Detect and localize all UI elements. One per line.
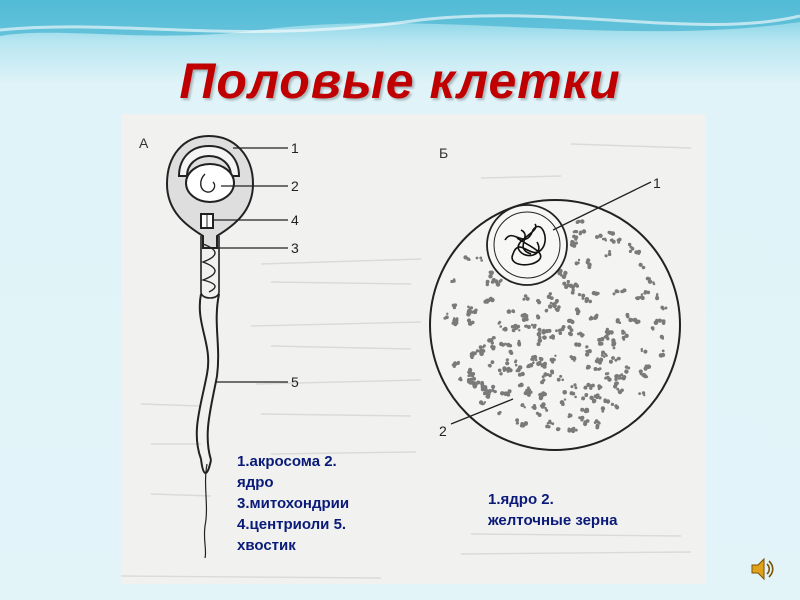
yolk-granule: [640, 373, 643, 376]
sperm-label-1: 1: [291, 140, 299, 156]
yolk-granule: [573, 383, 576, 386]
yolk-granule: [551, 422, 554, 425]
yolk-granule: [608, 377, 611, 380]
yolk-granule: [555, 308, 558, 311]
yolk-granule: [468, 259, 470, 261]
yolk-granule: [453, 317, 455, 319]
yolk-granule: [548, 329, 551, 332]
yolk-granule: [617, 357, 620, 360]
yolk-granule: [567, 280, 570, 283]
yolk-granule: [662, 350, 665, 353]
yolk-granule: [620, 373, 623, 376]
sperm-caption-line-3: 3.митохондрии: [237, 495, 350, 512]
yolk-granule: [515, 359, 518, 362]
yolk-granule: [579, 232, 582, 235]
yolk-granule: [643, 394, 645, 396]
yolk-granule: [556, 427, 560, 431]
yolk-granule: [476, 381, 480, 385]
yolk-granule: [626, 313, 630, 317]
yolk-granule: [628, 318, 632, 322]
yolk-granule: [614, 382, 618, 386]
yolk-granule: [532, 361, 535, 364]
yolk-granule: [576, 309, 580, 313]
yolk-granule: [534, 324, 537, 327]
yolk-granule: [506, 392, 510, 396]
yolk-granule: [548, 304, 553, 309]
yolk-granule: [483, 388, 487, 392]
yolk-granule: [540, 404, 543, 407]
egg-label-1: 1: [653, 175, 661, 191]
yolk-granule: [542, 392, 545, 395]
yolk-granule: [580, 219, 584, 223]
yolk-granule: [583, 420, 587, 424]
yolk-granule: [527, 393, 531, 397]
yolk-granule: [598, 234, 602, 238]
yolk-granule: [479, 257, 482, 260]
yolk-granule: [554, 355, 556, 357]
yolk-granule: [568, 332, 571, 335]
yolk-granule: [655, 296, 659, 300]
egg-cell-drawing: [430, 200, 680, 450]
yolk-granule: [473, 310, 477, 314]
yolk-granule: [506, 359, 509, 362]
yolk-granule: [622, 338, 625, 341]
yolk-granule: [620, 377, 623, 380]
yolk-granule: [479, 350, 483, 354]
yolk-granule: [537, 316, 540, 319]
yolk-granule: [471, 321, 475, 325]
sperm-label-3: 3: [291, 240, 299, 256]
yolk-granule: [569, 284, 573, 288]
yolk-granule: [455, 321, 458, 324]
yolk-granule: [597, 338, 601, 342]
yolk-granule: [542, 335, 546, 339]
yolk-granule: [537, 328, 541, 332]
yolk-granule: [574, 386, 577, 389]
yolk-granule: [507, 309, 512, 314]
yolk-granule: [574, 283, 578, 287]
yolk-granule: [536, 299, 539, 302]
yolk-granule: [467, 318, 471, 322]
speaker-icon[interactable]: [750, 556, 774, 582]
yolk-granule: [581, 294, 585, 298]
yolk-granule: [609, 360, 613, 364]
yolk-granule: [580, 416, 584, 420]
yolk-granule: [488, 339, 491, 342]
yolk-granule: [517, 342, 521, 346]
yolk-granule: [454, 303, 457, 306]
panel-b-letter: Б: [439, 145, 449, 161]
yolk-granule: [516, 368, 520, 372]
yolk-granule: [470, 306, 473, 309]
yolk-granule: [561, 402, 565, 406]
yolk-granule: [539, 357, 542, 360]
yolk-granule: [514, 324, 517, 327]
yolk-granule: [609, 231, 613, 235]
yolk-granule: [586, 345, 589, 348]
yolk-granule: [647, 364, 652, 369]
sperm-label-2: 2: [291, 178, 299, 194]
yolk-granule: [644, 290, 647, 293]
yolk-granule: [533, 404, 536, 407]
yolk-granule: [524, 406, 526, 408]
yolk-granule: [559, 332, 562, 335]
yolk-granule: [578, 259, 580, 261]
yolk-granule: [562, 325, 566, 329]
yolk-granule: [625, 365, 628, 368]
yolk-granule: [550, 358, 554, 362]
yolk-granule: [564, 398, 566, 400]
yolk-granule: [515, 364, 518, 367]
yolk-granule: [604, 238, 607, 241]
yolk-granule: [537, 332, 542, 337]
yolk-granule: [613, 292, 616, 295]
yolk-granule: [460, 378, 463, 381]
yolk-granule: [597, 368, 600, 371]
yolk-granule: [624, 334, 628, 338]
yolk-granule: [511, 309, 515, 313]
yolk-granule: [612, 240, 616, 244]
yolk-granule: [618, 390, 623, 395]
yolk-granule: [623, 331, 626, 334]
yolk-granule: [518, 329, 520, 331]
yolk-granule: [607, 333, 610, 336]
yolk-granule: [538, 338, 543, 343]
yolk-granule: [550, 296, 554, 300]
yolk-granule: [662, 337, 665, 340]
yolk-granule: [654, 320, 659, 325]
yolk-granule: [611, 403, 614, 406]
yolk-granule: [521, 314, 525, 318]
yolk-granule: [467, 371, 470, 374]
yolk-granule: [493, 345, 496, 348]
yolk-granule: [623, 288, 627, 292]
yolk-granule: [521, 372, 525, 376]
yolk-granule: [662, 307, 665, 310]
yolk-granule: [524, 423, 527, 426]
yolk-granule: [488, 364, 492, 368]
yolk-granule: [525, 325, 528, 328]
yolk-granule: [618, 238, 622, 242]
yolk-granule: [594, 421, 597, 424]
yolk-granule: [574, 238, 577, 241]
yolk-granule: [505, 361, 509, 365]
yolk-granule: [641, 350, 643, 352]
yolk-granule: [642, 266, 646, 270]
yolk-granule: [640, 264, 643, 267]
yolk-granule: [469, 380, 473, 384]
yolk-granule: [631, 247, 634, 250]
sperm-label-4: 4: [291, 212, 299, 228]
yolk-granule: [564, 274, 567, 277]
yolk-granule: [515, 418, 519, 422]
yolk-granule: [584, 393, 588, 397]
yolk-granule: [488, 274, 492, 278]
yolk-granule: [549, 292, 552, 295]
yolk-granule: [605, 254, 608, 257]
yolk-granule: [616, 320, 620, 324]
yolk-granule: [467, 309, 471, 313]
yolk-granule: [656, 293, 658, 295]
yolk-granule: [585, 408, 589, 412]
yolk-granule: [600, 342, 604, 346]
yolk-granule: [569, 414, 573, 418]
yolk-granule: [664, 307, 667, 310]
yolk-granule: [491, 360, 495, 364]
slide-title: Половые клетки: [179, 53, 621, 109]
yolk-granule: [562, 390, 567, 395]
yolk-granule: [598, 361, 602, 365]
yolk-granule: [614, 404, 618, 408]
yolk-granule: [652, 281, 655, 284]
yolk-granule: [570, 385, 573, 388]
yolk-granule: [557, 378, 561, 382]
yolk-granule: [545, 309, 548, 312]
yolk-granule: [603, 355, 606, 358]
yolk-granule: [530, 358, 533, 361]
yolk-granule: [580, 334, 584, 338]
yolk-granule: [491, 385, 495, 389]
yolk-granule: [641, 296, 645, 300]
yolk-granule: [608, 250, 611, 253]
yolk-granule: [601, 351, 605, 355]
yolk-granule: [575, 261, 579, 265]
yolk-granule: [480, 259, 483, 262]
yolk-granule: [659, 353, 664, 358]
sperm-caption: [237, 451, 407, 556]
yolk-granule: [593, 316, 597, 320]
yolk-granule: [555, 329, 558, 332]
yolk-granule: [641, 293, 644, 296]
sperm-caption-line-5: хвостик: [237, 537, 296, 554]
yolk-granule: [453, 280, 456, 283]
yolk-granule: [480, 382, 484, 386]
yolk-granule: [595, 293, 598, 296]
yolk-granule: [651, 326, 654, 329]
yolk-granule: [589, 387, 592, 390]
yolk-granule: [646, 376, 648, 378]
yolk-granule: [547, 425, 550, 428]
egg-caption-line-2: желточные зерна: [488, 512, 618, 529]
yolk-granule: [520, 404, 523, 407]
yolk-granule: [577, 343, 581, 347]
yolk-granule: [542, 379, 545, 382]
yolk-granule: [590, 317, 593, 320]
yolk-granule: [522, 318, 526, 322]
yolk-granule: [452, 364, 455, 367]
yolk-granule: [607, 372, 610, 375]
yolk-granule: [586, 366, 589, 369]
yolk-granule: [570, 320, 574, 324]
yolk-granule: [646, 277, 650, 281]
sperm-caption-line-2: ядро: [237, 474, 274, 491]
yolk-granule: [572, 356, 576, 360]
yolk-granule: [545, 409, 548, 412]
yolk-granule: [500, 391, 504, 395]
yolk-granule: [496, 282, 501, 287]
yolk-granule: [603, 398, 606, 401]
yolk-granule: [476, 349, 479, 352]
yolk-granule: [634, 250, 638, 254]
yolk-granule: [522, 298, 525, 301]
yolk-granule: [615, 289, 619, 293]
yolk-granule: [503, 327, 508, 332]
yolk-granule: [499, 372, 502, 375]
yolk-granule: [483, 344, 486, 347]
yolk-granule: [611, 356, 615, 360]
yolk-granule: [479, 400, 483, 404]
yolk-granule: [446, 313, 448, 315]
yolk-granule: [662, 321, 666, 325]
yolk-granule: [638, 392, 641, 395]
yolk-granule: [509, 350, 513, 354]
egg-caption-line-1: 1.ядро 2.: [488, 491, 554, 508]
yolk-granule: [486, 301, 489, 304]
yolk-granule: [588, 300, 592, 304]
yolk-granule: [595, 235, 597, 237]
yolk-granule: [594, 367, 598, 371]
yolk-granule: [491, 341, 494, 344]
yolk-granule: [601, 406, 605, 410]
yolk-granule: [498, 322, 501, 325]
yolk-granule: [578, 293, 581, 296]
yolk-granule: [658, 319, 662, 323]
yolk-granule: [552, 337, 555, 340]
yolk-granule: [629, 250, 632, 253]
yolk-granule: [604, 377, 607, 380]
yolk-granule: [504, 367, 508, 371]
yolk-granule: [467, 306, 470, 309]
yolk-granule: [571, 244, 574, 247]
yolk-granule: [463, 255, 467, 259]
sperm-caption-line-4: 4.центриоли 5.: [237, 516, 347, 533]
yolk-granule: [614, 374, 618, 378]
yolk-granule: [499, 325, 502, 328]
yolk-granule: [497, 412, 501, 416]
yolk-granule: [443, 317, 446, 320]
yolk-granule: [583, 387, 585, 389]
yolk-granule: [582, 229, 586, 233]
yolk-granule: [596, 394, 599, 397]
yolk-granule: [592, 400, 595, 403]
yolk-granule: [552, 302, 556, 306]
yolk-granule: [491, 280, 495, 284]
yolk-granule: [576, 220, 580, 224]
yolk-granule: [542, 330, 546, 334]
yolk-granule: [597, 384, 601, 388]
yolk-granule: [570, 391, 574, 395]
yolk-granule: [613, 347, 616, 350]
yolk-granule: [526, 297, 530, 301]
yolk-granule: [643, 350, 647, 354]
yolk-granule: [472, 377, 476, 381]
yolk-granule: [574, 396, 577, 399]
panel-a-letter: А: [139, 135, 149, 151]
yolk-granule: [539, 361, 542, 364]
yolk-granule: [498, 369, 502, 373]
yolk-granule: [546, 373, 549, 376]
yolk-granule: [551, 371, 554, 374]
sperm-caption-line-1: 1.акросома 2.: [237, 453, 337, 470]
yolk-granule: [624, 369, 628, 373]
yolk-granule: [575, 230, 578, 233]
yolk-granule: [557, 305, 561, 309]
yolk-granule: [575, 429, 578, 432]
yolk-granule: [568, 326, 572, 330]
yolk-granule: [499, 280, 502, 283]
egg-label-2: 2: [439, 423, 447, 439]
yolk-granule: [520, 422, 524, 426]
yolk-granule: [509, 344, 512, 347]
yolk-granule: [585, 299, 589, 303]
yolk-granule: [585, 350, 587, 352]
yolk-granule: [612, 341, 616, 345]
yolk-granule: [588, 349, 592, 353]
yolk-granule: [596, 424, 600, 428]
yolk-granule: [586, 258, 590, 262]
yolk-granule: [476, 257, 479, 260]
yolk-granule: [559, 375, 562, 378]
yolk-granule: [565, 285, 568, 288]
yolk-granule: [486, 283, 489, 286]
yolk-granule: [581, 396, 585, 400]
yolk-granule: [516, 422, 519, 425]
yolk-granule: [606, 355, 608, 357]
yolk-granule: [488, 389, 492, 393]
yolk-granule: [608, 253, 612, 257]
yolk-granule: [467, 375, 470, 378]
egg-caption: [488, 489, 688, 531]
yolk-granule: [567, 429, 571, 433]
yolk-granule: [580, 408, 584, 412]
sperm-label-5: 5: [291, 374, 299, 390]
yolk-granule: [536, 412, 539, 415]
yolk-granule: [494, 390, 497, 393]
yolk-granule: [571, 291, 575, 295]
yolk-granule: [561, 379, 564, 382]
yolk-granule: [538, 393, 542, 397]
yolk-granule: [518, 384, 521, 387]
yolk-granule: [597, 421, 600, 424]
